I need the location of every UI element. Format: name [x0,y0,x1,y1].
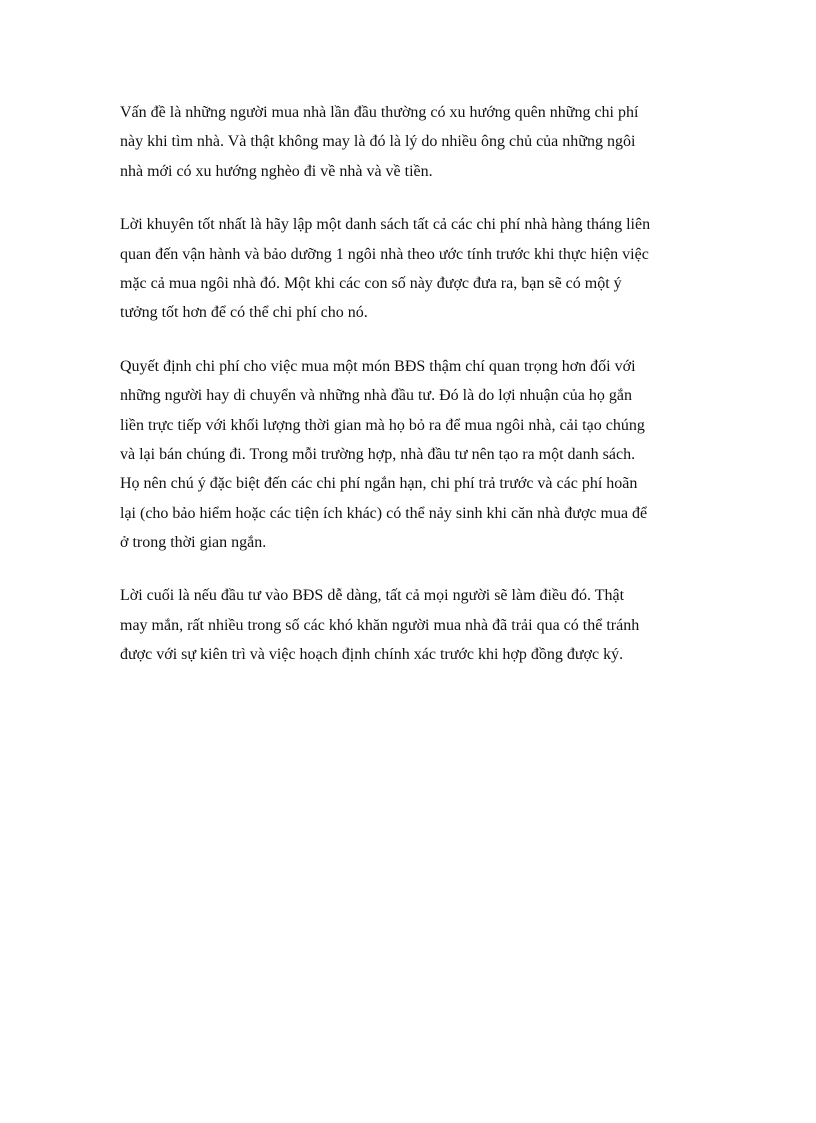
text-line: những người hay di chuyển và những nhà đầu tư. Đó là do lợi nhuận của họ gắn [120,387,632,405]
text-line: nhà mới có xu hướng nghèo đi về nhà và về tiền. [120,162,433,180]
document-body [120,98,700,694]
text-line: và lại bán chúng đi. Trong mỗi trường hợp, nhà đầu tư nên tạo ra một danh sách. [120,445,636,463]
text-line: liền trực tiếp với khối lượng thời gian mà họ bỏ ra để mua ngôi nhà, cải tạo chúng [120,416,645,434]
paragraph-2 [120,210,700,328]
text-line: Quyết định chi phí cho việc mua một món BĐS thậm chí quan trọng hơn đối với [120,357,636,375]
text-line: ở trong thời gian ngắn. [120,534,267,552]
paragraph-1 [120,98,700,186]
text-line: mặc cả mua ngôi nhà đó. Một khi các con số này được đưa ra, bạn sẽ có một ý [120,274,622,292]
text-line: tưởng tốt hơn để có thể chi phí cho nó. [120,304,368,322]
text-line: quan đến vận hành và bảo dưỡng 1 ngôi nhà theo ước tính trước khi thực hiện việc [120,245,649,263]
text-line: Lời khuyên tốt nhất là hãy lập một danh sách tất cả các chi phí nhà hàng tháng liên [120,216,651,234]
text-line: lại (cho bảo hiểm hoặc các tiện ích khác) có thể nảy sinh khi căn nhà được mua để [120,504,648,522]
text-line: Họ nên chú ý đặc biệt đến các chi phí ngắn hạn, chi phí trả trước và các phí hoãn [120,475,638,493]
text-line: Vấn đề là những người mua nhà lần đầu thường có xu hướng quên những chi phí [120,104,639,121]
paragraph-3 [120,352,700,558]
paragraph-4 [120,581,700,669]
text-line: này khi tìm nhà. Và thật không may là đó là lý do nhiều ông chủ của những ngôi [120,133,636,151]
text-line: Lời cuối là nếu đầu tư vào BĐS dễ dàng, tất cả mọi người sẽ làm điều đó. Thật [120,587,625,605]
text-line: may mắn, rất nhiều trong số các khó khăn người mua nhà đã trải qua có thể tránh [120,616,640,634]
text-line: được với sự kiên trì và việc hoạch định chính xác trước khi hợp đồng được ký. [120,646,624,664]
